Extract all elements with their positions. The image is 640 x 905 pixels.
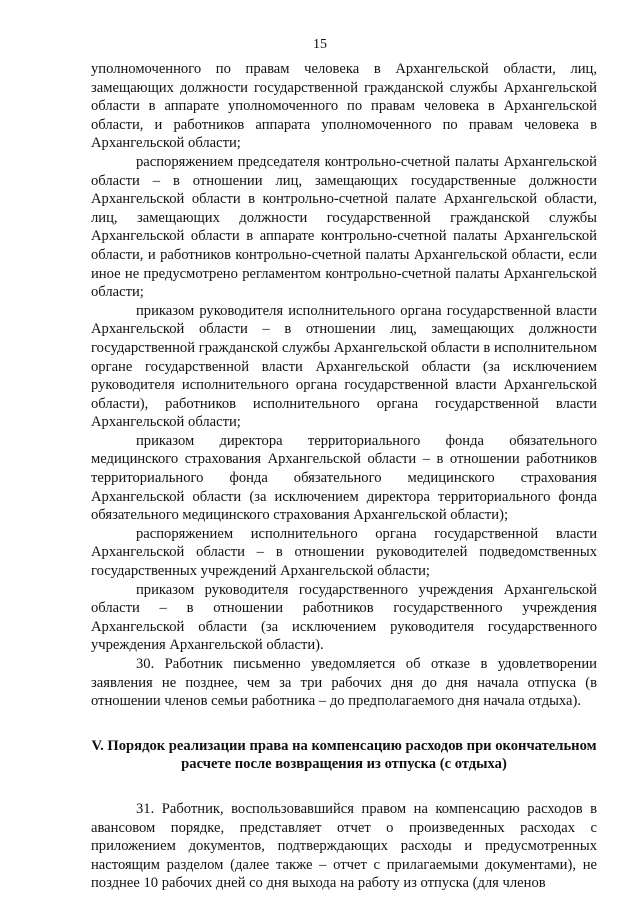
document-body (91, 60, 597, 893)
paragraph-control-chamber: распоряжением председателя контрольно-счетной палаты Архангельской области – в отношении лиц, замещающих государственные должности Архангельской области в контрольно-счетной палате Архангельской области, лиц, замещающих должности государственной гражданской службы Архангельской области в аппарате контрольно-счетной палаты Архангельской области, и работников контрольно-счетной палаты Архангельской области, если иное не предусмотрено регламентом контрольно-счетной палаты Архангельской области; (91, 153, 597, 301)
page-number: 15 (313, 37, 327, 52)
paragraph-state-institution: приказом руководителя государственного учреждения Архангельской области – в отношении работников государственного учреждения Архангельской области (за исключением руководителя государственного учреждения Архангельской области). (91, 581, 597, 654)
section-heading: V. Порядок реализации права на компенсацию расходов при окончательном расчете после возвращения из отпуска (с отдыха) (91, 737, 597, 773)
paragraph-executive-body: приказом руководителя исполнительного органа государственной власти Архангельской области – в отношении лиц, замещающих должности государственной гражданской службы Архангельской области в исполнительном органе государственной власти Архангельской области (за исключением руководителя исполнительного органа государственной власти Архангельской области), работников исполнительного органа государственной власти Архангельской области; (91, 302, 597, 431)
paragraph-31: 31. Работник, воспользовавшийся правом на компенсацию расходов в авансовом порядке, представляет отчет о произведенных расходах с приложением документов, подтверждающих расходы и предусмотренных настоящим разделом (далее также – отчет с прилагаемыми документами), не позднее 10 рабочих дней со дня выхода на работу из отпуска (для членов (91, 800, 597, 892)
paragraph-insurance-fund: приказом директора территориального фонда обязательного медицинского страхования Архангельской области – в отношении работников территориального фонда обязательного медицинского страхования Архангельской области (за исключением директора территориального фонда обязательного медицинского страхования Архангельской области); (91, 432, 597, 524)
paragraph-30: 30. Работник письменно уведомляется об отказе в удовлетворении заявления не позднее, чем за три рабочих дня до дня начала отпуска (в отношении членов семьи работника – до предполагаемого дня начала отдыха). (91, 656, 597, 710)
paragraph-subordinate-institutions: распоряжением исполнительного органа государственной власти Архангельской области – в отношении руководителей подведомственных государственных учреждений Архангельской области; (91, 525, 597, 580)
paragraph-continuation: уполномоченного по правам человека в Архангельской области, лиц, замещающих должности государственной гражданской службы Архангельской области в аппарате уполномоченного по правам человека в Архангельской области, и работников аппарата уполномоченного по правам человека в Архангельской области; (91, 61, 597, 152)
